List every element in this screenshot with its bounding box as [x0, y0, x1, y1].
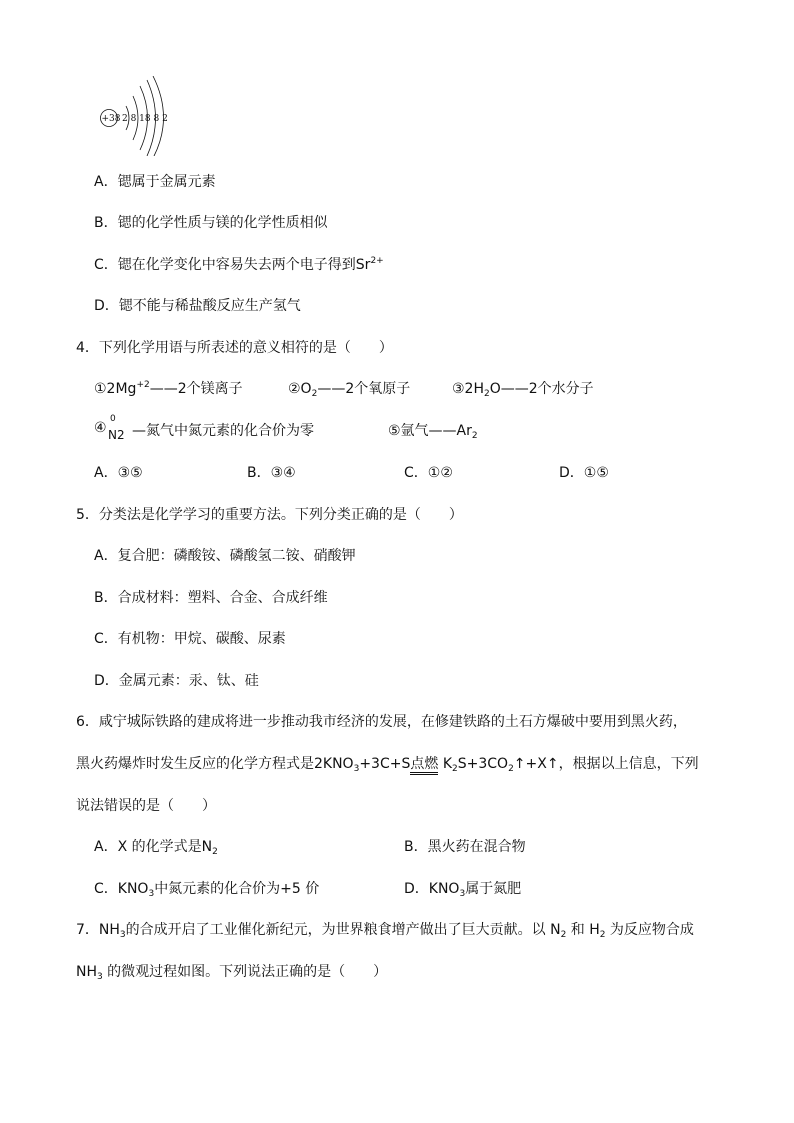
q5-stem: 5．分类法是化学学习的重要方法。下列分类正确的是（ ）	[76, 507, 463, 523]
q3-option-c: C．锶在化学变化中容易失去两个电子得到$Sr^{2+}$	[94, 256, 384, 273]
q7-stem-line-1: 7．$NH_3$的合成开启了工业催化新纪元，为世界粮食增产做出了巨大贡献。以 $N_2$ 和 $H_2$ 为反应物合成	[76, 922, 694, 940]
q6-option-c: C．$KNO_3$中氮元素的化合价为+5 价	[94, 881, 320, 899]
q5-option-d: D．金属元素：汞、钛、硅	[94, 673, 259, 689]
q6-stem-line-2: 黑火药爆炸时发生反应的化学方程式是$2KNO_3+3C+S$点燃 $K_2S+3CO_2↑+X↑$，根据以上信息，下列	[76, 756, 699, 774]
q5-option-b: B．合成材料：塑料、合金、合成纤维	[94, 590, 328, 606]
electron-shells: 2 8 18 8 2	[122, 114, 168, 124]
q4-stem: 4．下列化学用语与所表述的意义相符的是（ ）	[76, 340, 393, 356]
nucleus-charge: +38	[101, 114, 121, 125]
q4-item-5: ⑤氩气$——Ar_2$	[388, 423, 478, 441]
q3-option-b: B．锶的化学性质与镁的化学性质相似	[94, 215, 328, 231]
q5-option-a: A．复合肥：磷酸铵、磷酸氢二铵、硝酸钾	[94, 548, 356, 564]
q4-option-a: A．③⑤	[94, 465, 143, 481]
q6-stem-line-1: 6．咸宁城际铁路的建成将进一步推动我市经济的发展，在修建铁路的土石方爆破中要用到黑火药，	[76, 714, 687, 730]
q4-item-2: $②O_2——2$个氧原子	[288, 381, 411, 399]
q4-option-c: C．①②	[404, 465, 453, 481]
q4-option-b: B．③④	[247, 465, 296, 481]
reaction-condition: 点燃	[410, 756, 438, 775]
q7-stem-line-2: $NH_3$ 的微观过程如图。下列说法正确的是（ ）	[76, 964, 388, 982]
q4-item-4-valence: 0	[110, 414, 116, 424]
q6-option-d: D．$KNO_3$属于氮肥	[404, 881, 522, 899]
q4-item-3: $③2H_2O——2$个水分子	[452, 381, 594, 399]
q4-item-4-formula: N2	[108, 428, 125, 442]
strontium-atom-diagram	[96, 76, 216, 156]
q6-option-b: B．黑火药在混合物	[404, 839, 526, 855]
q6-option-a: A．X 的化学式是$N_2$	[94, 839, 218, 857]
q3-option-a: A．锶属于金属元素	[94, 174, 216, 190]
q6-stem-line-3: 说法错误的是（ ）	[76, 798, 216, 814]
q4-item-4-meaning: —氮气中氮元素的化合价为零	[132, 423, 314, 439]
q5-option-c: C．有机物：甲烷、碳酸、尿素	[94, 631, 286, 647]
q4-item-4: ④	[94, 420, 107, 436]
q4-option-d: D．①⑤	[559, 465, 609, 481]
q3-option-d: D．锶不能与稀盐酸反应生产氢气	[94, 298, 301, 314]
q4-item-1: $①2Mg^{+2}——2$个镁离子	[94, 380, 243, 397]
